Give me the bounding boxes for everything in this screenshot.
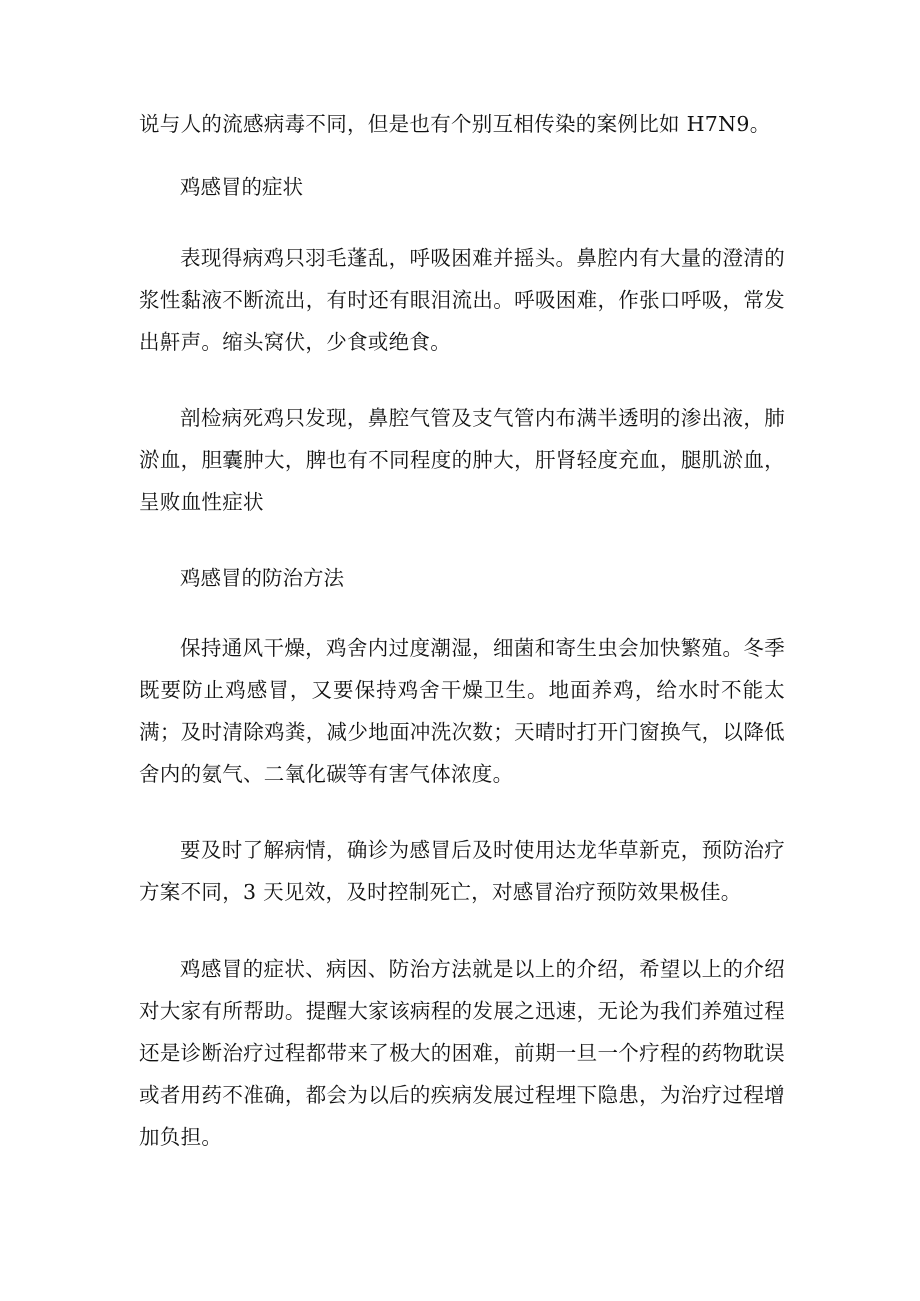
symptoms-heading: 鸡感冒的症状 <box>180 175 303 199</box>
symptoms-paragraph-1: 表现得病鸡只羽毛蓬乱，呼吸困难并摇头。鼻腔内有大量的澄清的浆性黏液不断流出，有时还有眼泪流出。呼吸困难，作张口呼吸，常发出鼾声。缩头窝伏，少食或绝食。 <box>139 246 785 354</box>
prevention-paragraph-2: 要及时了解病情，确诊为感冒后及时使用达龙华草新克，预防治疗方案不同，3 天见效，及时控制死亡，对感冒治疗预防效果极佳。 <box>139 838 785 904</box>
symptoms-paragraph-2: 剖检病死鸡只发现，鼻腔气管及支气管内布满半透明的渗出液，肺淤血，胆囊肿大，脾也有不同程度的肿大，肝肾轻度充血，腿肌淤血，呈败血性症状 <box>139 406 785 514</box>
prevention-heading: 鸡感冒的防治方法 <box>180 566 344 590</box>
prevention-paragraph-1: 保持通风干燥，鸡舍内过度潮湿，细菌和寄生虫会加快繁殖。冬季既要防止鸡感冒，又要保持鸡舍干燥卫生。地面养鸡，给水时不能太满；及时清除鸡粪，减少地面冲洗次数；天晴时打开门窗换气，以降低舍内的氨气、二氧化碳等有害气体浓度。 <box>139 636 785 786</box>
conclusion-paragraph: 鸡感冒的症状、病因、防治方法就是以上的介绍，希望以上的介绍对大家有所帮助。提醒大家该病程的发展之迅速，无论为我们养殖过程还是诊断治疗过程都带来了极大的困难，前期一旦一个疗程的药物耽误或者用药不准确，都会为以后的疾病发展过程埋下隐患，为治疗过程增加负担。 <box>139 957 785 1149</box>
intro-paragraph: 说与人的流感病毒不同，但是也有个别互相传染的案例比如 H7N9。 <box>139 112 771 136</box>
